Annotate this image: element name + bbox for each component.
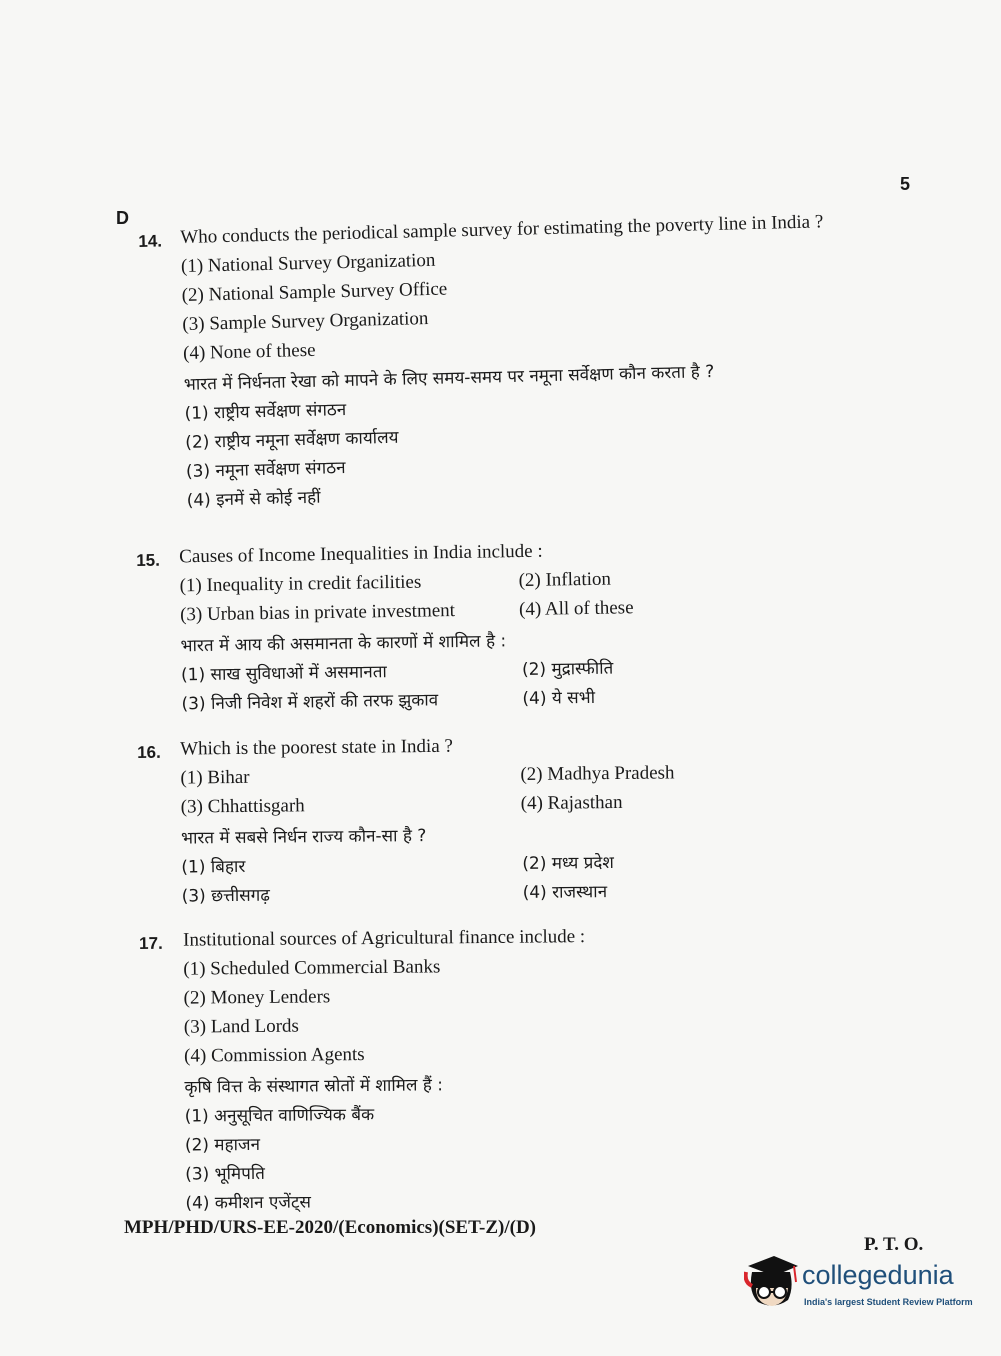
pto-label: P. T. O. (864, 1234, 924, 1255)
option-en: (4) Rajasthan (520, 791, 623, 815)
option-hi: (2) महाजन (184, 1134, 261, 1156)
question-text-en: Which is the poorest state in India ? (180, 735, 454, 760)
option-en: (3) Urban bias in private investment (179, 600, 456, 626)
question-text-en: Institutional sources of Agricultural finance include : (183, 926, 586, 951)
option-en: (1) Inequality in credit facilities (179, 571, 422, 597)
option-en: (4) All of these (518, 597, 634, 621)
option-en: (3) Land Lords (183, 1015, 299, 1038)
question-15 (0, 531, 1001, 721)
option-en: (4) None of these (182, 339, 316, 364)
question-number: 16. (137, 742, 161, 763)
question-text-hi: भारत में सबसे निर्धन राज्य कौन-सा है ? (180, 826, 427, 849)
option-en: (3) Chhattisgarh (180, 795, 305, 818)
question-16 (0, 728, 1001, 912)
question-text-en: Causes of Income Inequalities in India include : (179, 540, 543, 568)
option-hi: (1) अनुसूचित वाणिज्यिक बैंक (184, 1104, 375, 1127)
paper-code: MPH/PHD/URS-EE-2020/(Economics)(SET-Z)/(D) (124, 1217, 537, 1238)
option-hi: (2) मध्य प्रदेश (522, 853, 615, 875)
question-14 (0, 205, 1001, 519)
option-hi: (3) छत्तीसगढ़ (181, 885, 270, 907)
question-text-hi: भारत में निर्धनता रेखा को मापने के लिए समय-समय पर नमूना सर्वेक्षण कौन करता है ? (183, 362, 715, 395)
collegedunia-watermark (744, 1252, 974, 1314)
option-hi: (2) मुद्रास्फीति (521, 658, 614, 681)
option-en: (3) Sample Survey Organization (182, 307, 429, 335)
option-en: (2) Madhya Pradesh (520, 762, 675, 786)
option-en: (2) Money Lenders (183, 986, 331, 1009)
option-hi: (3) भूमिपति (185, 1163, 266, 1185)
question-17 (0, 920, 1001, 1219)
option-hi: (3) नमूना सर्वेक्षण संगठन (185, 458, 346, 482)
option-hi: (1) साख सुविधाओं में असमानता (180, 662, 388, 686)
set-code: D (116, 208, 129, 228)
brand-name: collegedunia (802, 1260, 954, 1290)
question-text-hi: भारत में आय की असमानता के कारणों में शामिल है : (180, 631, 507, 657)
brand-tagline: India's largest Student Review Platform (804, 1297, 973, 1307)
option-en: (2) National Sample Survey Office (181, 278, 448, 306)
question-text-en: Who conducts the periodical sample survey for estimating the poverty line in India ? (180, 211, 824, 249)
page-number: 5 (900, 174, 911, 194)
option-en: (1) Bihar (180, 766, 250, 789)
option-hi: (4) कमीशन एजेंट्स (185, 1192, 312, 1214)
option-hi: (4) ये सभी (522, 687, 596, 710)
question-text-hi: कृषि वित्त के संस्थागत स्रोतों में शामिल हैं : (184, 1075, 444, 1098)
option-hi: (4) राजस्थान (522, 882, 608, 904)
option-en: (2) Inflation (518, 568, 612, 592)
question-number: 17. (139, 933, 163, 954)
question-number: 15. (136, 550, 161, 571)
question-number: 14. (138, 231, 163, 252)
option-hi: (4) इनमें से कोई नहीं (186, 487, 321, 511)
option-en: (4) Commission Agents (184, 1044, 365, 1067)
option-hi: (3) निजी निवेश में शहरों की तरफ झुकाव (181, 690, 439, 715)
option-en: (1) Scheduled Commercial Banks (183, 956, 441, 980)
option-hi: (1) राष्ट्रीय सर्वेक्षण संगठन (184, 400, 347, 424)
option-en: (1) National Survey Organization (180, 249, 436, 278)
graduate-cartoon-icon (744, 1252, 798, 1312)
option-hi: (2) राष्ट्रीय नमूना सर्वेक्षण कार्यालय (185, 427, 399, 453)
option-hi: (1) बिहार (181, 856, 246, 878)
